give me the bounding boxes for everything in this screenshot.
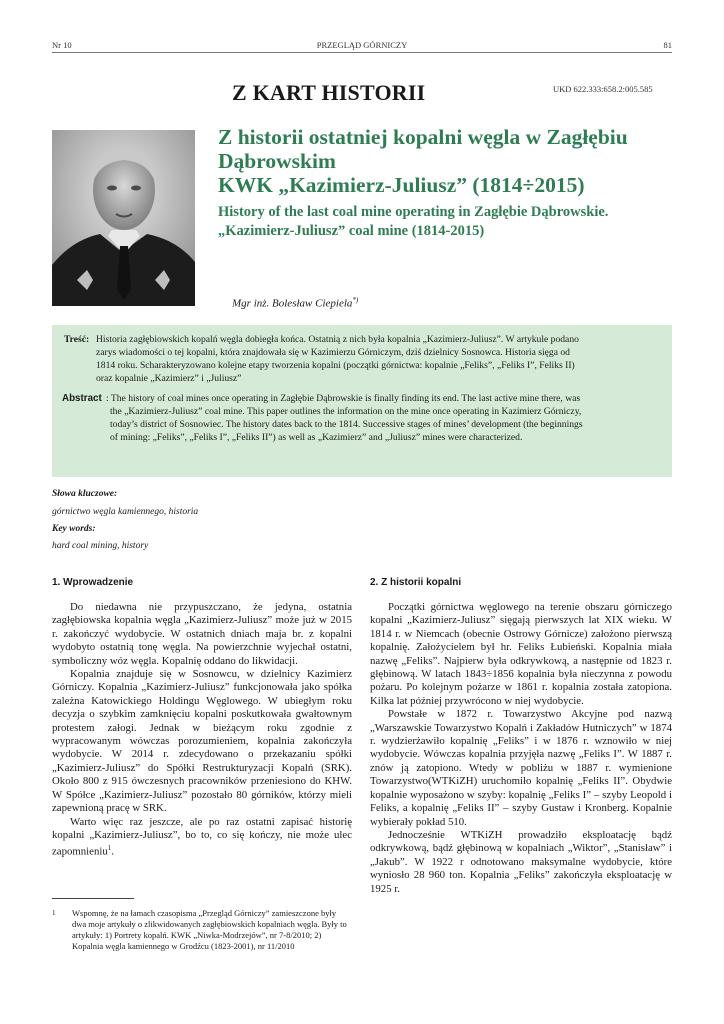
abstract-en-label: Abstract <box>62 393 102 404</box>
author-footnote-mark: *) <box>352 296 359 304</box>
paragraph: Początki górnictwa węglowego na terenie obszaru górniczego kopalni „Kazimierz-Juliusz” sięgają pierwszych lat XIX wieku. W 1814 r. w Niemcach (obecnie Ostrowy Górnicze) założono pierwszą kopalnię. Założycielem był hr. Feliks Łubieński. Kopalnia miała nazwę „Feliks”. Najpierw była odkrywkową, a następnie od 1823 r. głębinową. W latach 1843÷1856 kopalnia była nieczynna z powodu pożaru. Po kolejnym pożarze w 1861 r. kopalnia została zatopiona. Kilka lat później przywrócono w niej wydobycie. <box>370 601 672 707</box>
paragraph: Jednocześnie WTKiZH prowadziło eksploatację bądź odkrywkową, bądź głębinową w kopalniach „Wiktor”, „Stanisław” i „Jakub”. W 1922 r odnotowano maksymalne wydobycie, które wyniosło 28 960 ton. Kopalnia „Feliks” zakończyła eksploatację w 1925 r. <box>370 828 672 895</box>
paragraph: Warto więc raz jeszcze, ale po raz ostatni zapisać historię kopalni „Kazimierz-Juliusz”, bo to, co się kończy, nie może ulec zapomnieniu$^1$. <box>52 815 352 858</box>
keywords-en-label: Key words: <box>52 524 96 534</box>
footnote-text: Wspomnę, że na łamach czasopisma „Przegląd Górniczy” zamieszczone były dwa moje artykuły o zlikwidowanych zagłębiowskich kopalniach węgla. Były to artykuły: 1) Portrety kopalń. KWK „Niwka-Modrzejów”, nr 7-8/2010; 2) Kopalnia węgla kamiennego w Grodźcu (1823-2001), nr 11/2010 <box>72 908 347 951</box>
title-pl-line-3: KWK „Kazimierz-Juliusz” (1814÷2015) <box>218 173 585 197</box>
abstract-pl-line: 1814 roku. Scharakteryzowano kolejne etapy tworzenia kopalni (początki górnictwa: kopalnie „Feliks”, „Feliks I”, Feliks II) <box>96 360 575 371</box>
keywords-en-value: hard coal mining, history <box>52 541 149 551</box>
title-en-line-2: „Kazimierz-Juliusz” coal mine (1814-2015) <box>218 223 485 239</box>
title-pl-line-2: Dąbrowskim <box>218 149 336 173</box>
abstract-box <box>52 325 672 477</box>
abstract-pl-line: zarys wiadomości o tej kopalni, która znajdowała się w Kazimierzu Górniczym, dziś dzielnicy Sosnowca. Historia sięga od <box>96 347 570 358</box>
header-journal: PRZEGLĄD GÓRNICZY <box>316 40 408 50</box>
author-photo <box>52 130 195 306</box>
author <box>232 296 358 310</box>
abstract-pl-line: oraz kopalnie „Kazimierz” i „Juliusz” <box>96 373 242 384</box>
footnote-ref: 1 <box>107 844 112 853</box>
abstract-pl-line: Historia zagłębiowskich kopalń węgla dobiegła końca. Ostatnią z nich była kopalnia „Kazimierz-Juliusz”. W artykule podano <box>96 334 579 345</box>
paragraph: Powstałe w 1872 r. Towarzystwo Akcyjne pod nazwą „Warszawskie Towarzystwo Kopalń i Zakładów Hutniczych” w 1874 r. wydzierżawiło kopalnię „Feliks” i w 1876 r. wznowiło w niej wydobycie. Wówczas kopalnia przyjęła nazwę „Feliks I”. W 1887 r. znów ją zatopiono. Wtedy w pobliżu w 1887 r. wymienione Towarzystwo(WTKiZH) uruchomiło kopalnię „Feliks II”. Obydwie kopalnie wyposażono w szyby: kopalnię „Feliks I” – szyby Leopold i Feliks, a kopalnię „Feliks II” – szyby Gustaw i Kronberg. Kopalnie wybierały pokład 510. <box>370 708 672 828</box>
abstract-en-line: today’s district of Sosnowiec. The history dates back to the 1814. Successive stages of mines’ development (the beginnings <box>110 419 583 430</box>
footnote-rule <box>52 898 134 899</box>
title-en-line-1: History of the last coal mine operating in Zagłębie Dąbrowskie. <box>218 204 609 220</box>
abstract-pl-label: Treść: <box>64 334 90 345</box>
section-2-heading: 2. Z historii kopalni <box>370 577 462 588</box>
ukd-code: UKD 622.333:658.2:005.585 <box>553 84 653 94</box>
section-title: Z KART HISTORII <box>232 80 426 105</box>
header-rule <box>52 52 672 53</box>
paragraph: Do niedawna nie przypuszczano, że jedyna, ostatnia zagłębiowska kopalnia węgla „Kazimierz-Juliusz” może już w 2015 r. zakończyć wydobycie. W ostatnich dniach maja br. z kopalni wydobyto ostatnią tonę węgla. Na powierzchnie wyjechał ostatni, symboliczny wóz węgla. Kopalnię oddano do likwidacji. <box>52 601 352 667</box>
footnote <box>52 908 352 952</box>
header-page-number: 81 <box>663 40 672 50</box>
abstract-en-line: of mining: „Feliks”, „Feliks I”, „Feliks II”) as well as „Kazimierz” and „Juliusz” mines were characterized. <box>110 432 523 443</box>
footnote-number: 1 <box>52 909 56 917</box>
paragraph: Kopalnia znajduje się w Sosnowcu, w dzielnicy Kazimierz Górniczy. Kopalnia „Kazimierz-Juliusz” funkcjonowała jako spółka zależna Katowickiego Holdingu Węglowego. W ubiegłym roku decyzja o szybkim zamknięciu kopalni poskutkowała gwałtownym protestem załogi. Jednak w bieżącym roku zgodnie z wypracowanym wówczas porozumieniem, kopalnia zakończyła wydobycie. W 2014 r. zdecydowano o przekazaniu spółki „Kazimierz-Juliusz” do Spółki Restrukturyzacji Kopalń (SRK). Około 800 z 915 ówczesnych pracowników przeniesiono do KHW. W Spółce „Kazimierz-Juliusz” pozostało 80 górników, którzy mieli zapewnioną pracę w SRK. <box>52 668 352 815</box>
author-name: Mgr inż. Bolesław Ciepiela <box>232 297 353 310</box>
section-1-heading: 1. Wprowadzenie <box>52 577 134 588</box>
keywords-pl-value: górnictwo węgla kamiennego, historia <box>52 507 199 517</box>
article-title <box>218 125 678 241</box>
abstract-en-line: the „Kazimierz-Juliusz” coal mine. This paper outlines the information on the mine once operating in Kazimierz Górniczy, <box>110 406 582 417</box>
header-issue: Nr 10 <box>52 40 72 50</box>
title-pl-line-1: Z historii ostatniej kopalni węgla w Zagłębiu <box>218 125 628 149</box>
keywords-pl-label: Słowa kluczowe: <box>52 489 118 499</box>
abstract-en-line: : The history of coal mines once operating in Zagłębie Dąbrowskie is finally finding its end. The last active mine there, was <box>106 393 581 404</box>
left-column-body <box>52 601 352 859</box>
right-column-body <box>370 601 672 896</box>
